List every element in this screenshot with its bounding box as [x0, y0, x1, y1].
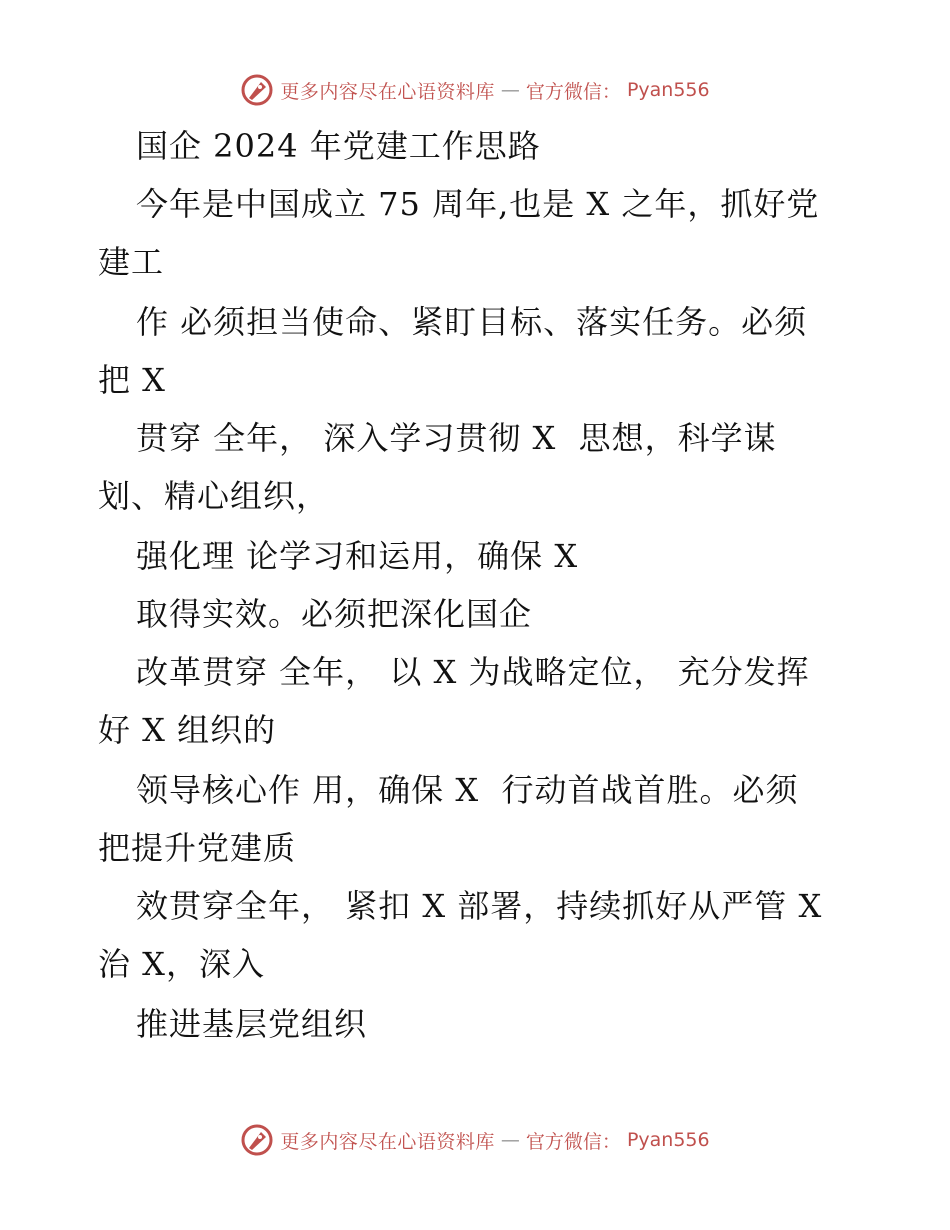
text-line: 作 必须担当使命、紧盯目标、落实任务。必须 — [136, 303, 808, 341]
watermark-site-text: 更多内容尽在心语资料库 — [280, 1130, 495, 1153]
text-line: 建工 — [98, 243, 165, 281]
text-line: 效贯穿全年， 紧扣 X 部署，持续抓好从严管 X — [136, 887, 823, 925]
watermark-contact-id: Pyan556 — [626, 1129, 710, 1151]
text-line: 好 X 组织的 — [98, 711, 277, 749]
watermark-contact-label: 官方微信： — [525, 1130, 621, 1153]
text-line: 把 X — [98, 361, 166, 399]
watermark-separator: — — [500, 79, 520, 101]
text-line: 今年是中国成立 75 周年,也是 X 之年，抓好党 — [136, 185, 820, 223]
text-line: 取得实效。必须把深化国企 — [136, 595, 533, 633]
text-line: 把提升党建质 — [98, 829, 297, 867]
pen-nib-logo-icon — [240, 1123, 274, 1157]
text-line: 领导核心作 用，确保 X 行动首战首胜。必须 — [136, 771, 799, 809]
text-line: 推进基层党组织 — [136, 1005, 368, 1043]
watermark-site-text: 更多内容尽在心语资料库 — [280, 80, 495, 103]
watermark-contact-label: 官方微信： — [525, 80, 621, 103]
text-line: 治 X，深入 — [98, 945, 265, 983]
footer-watermark — [0, 1120, 950, 1160]
text-line: 划、精心组织， — [98, 477, 330, 515]
watermark-contact-id: Pyan556 — [626, 79, 710, 101]
text-line: 贯穿 全年， 深入学习贯彻 X 思想，科学谋 — [136, 419, 777, 457]
document-title: 国企 2024 年党建工作思路 — [136, 127, 541, 165]
text-line: 强化理 论学习和运用，确保 X — [136, 537, 579, 575]
watermark-separator: — — [500, 1129, 520, 1151]
pen-nib-logo-icon — [240, 73, 274, 107]
text-line: 改革贯穿 全年， 以 X 为战略定位， 充分发挥 — [136, 653, 810, 691]
header-watermark — [0, 70, 950, 110]
